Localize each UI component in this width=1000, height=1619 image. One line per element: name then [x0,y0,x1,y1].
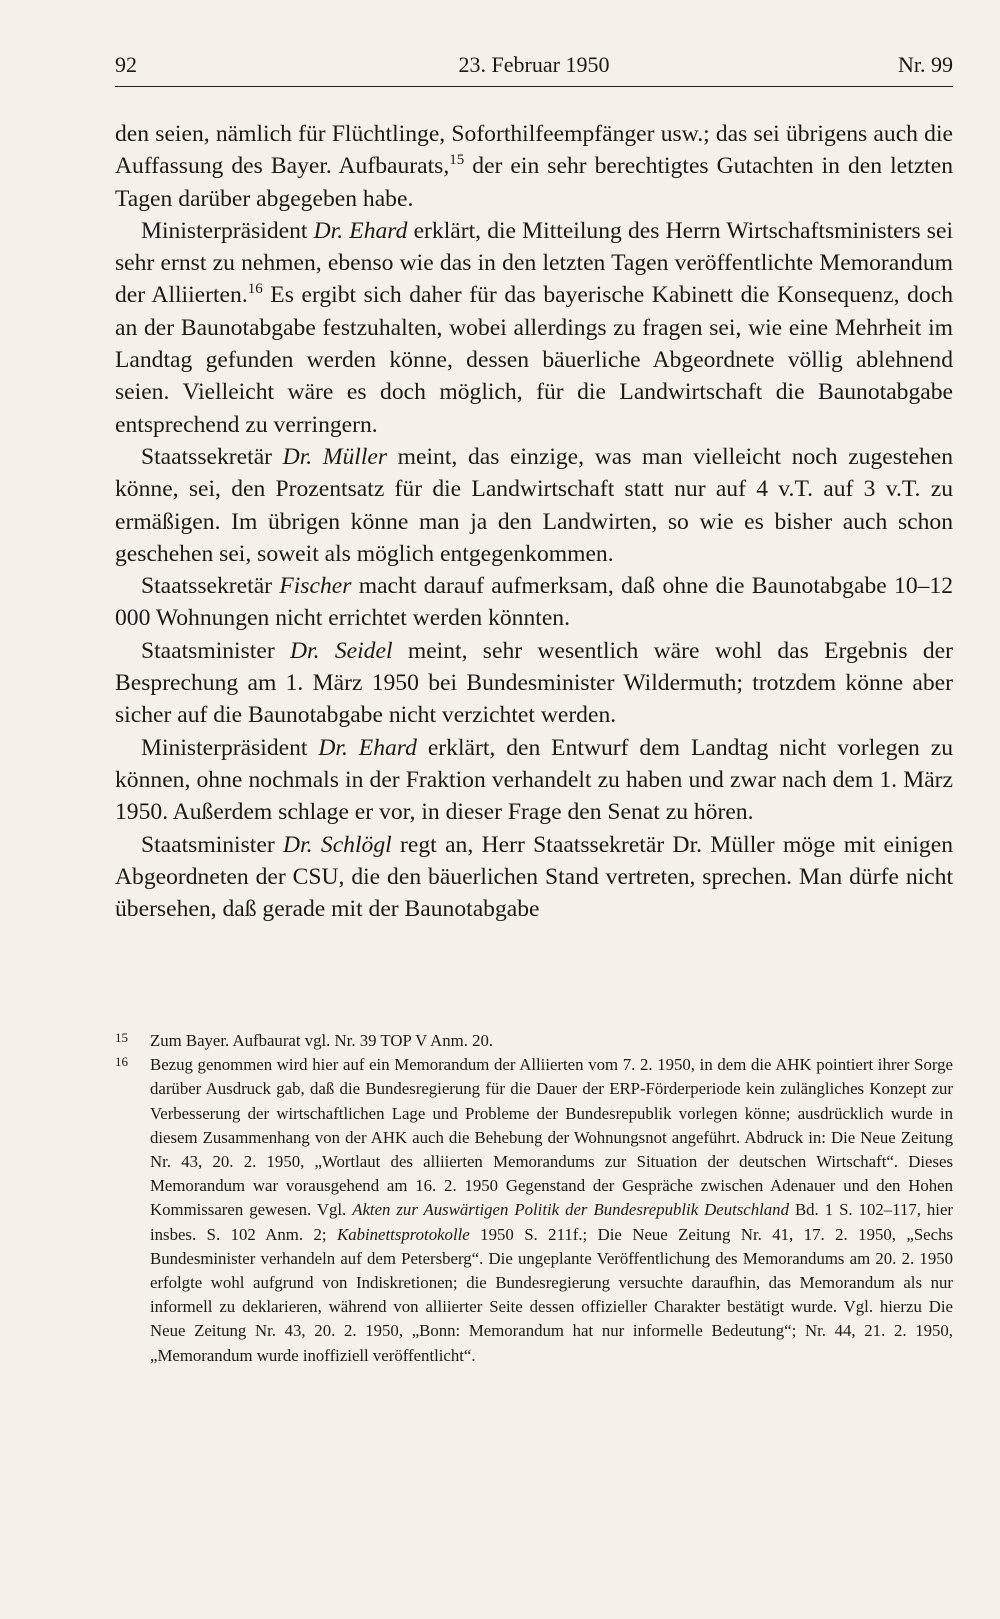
header-date: 23. Februar 1950 [458,52,610,77]
paragraph-ehard-1: Ministerpräsident Dr. Ehard erklärt, die Mitteilung des Herrn Wirtschaftsministers sei sehr ernst zu nehmen, ebenso wie das in den letzten Tagen veröffentlichte Memorandum der Alliierten.$^{16}$ Es ergibt sich daher für das bayerische Kabinett die Konsequenz, doch an der Baunotabgabe festzuhalten, wobei allerdings zu fragen sei, wie eine Mehrheit im Landtag gefunden werden könne, dessen bäuerliche Abgeordnete völlig ablehnend seien. Vielleicht wäre es doch möglich, für die Landwirtschaft die Baunotabgabe entsprechend zu verringern. [115,217,954,438]
citation-title: Kabinettsprotokolle [337,1224,470,1244]
footnotes [115,1029,953,1368]
speaker-name: Müller [312,443,388,470]
paragraph-continuation: den seien, nämlich für Flüchtlinge, Soforthilfeempfänger usw.; das sei übrigens auch die Auffassung des Bayer. Aufbaurats,$^{15}$ der ein sehr berechtigtes Gutachten in den letzten Tagen darüber abgegeben habe. [115,121,953,212]
speaker-name: Schlögl [312,831,392,858]
footnote-number: 15 [115,1030,128,1045]
footnote-16: 16 Bezug genommen wird hier auf ein Memorandum der Alliierten vom 7. 2. 1950, in dem die AHK pointiert ihrer Sorge darüber Ausdruck gab, daß die Bundesregierung für die Dauer der ERP-Förderperiode kein zulängliches Konzept zur Verbesserung der wirtschaftlichen Lage und Probleme der Bundesrepublik vorlegen könne; ausdrücklich wurde in diesem Zusammenhang von der AHK auch die Behebung der Wohnungsnot angeführt. Abdruck in: Die Neue Zeitung Nr. 43, 20. 2. 1950, „Wortlaut des alliierten Memorandums zur Situation der deutschen Wirtschaft“. Dieses Memorandum war vorausgehend am 16. 2. 1950 Gegenstand der Gespräche zwischen Adenauer und den Hohen Kommissaren gewesen. Vgl. Akten zur Auswärtigen Politik der Bundesrepublik Deutschland Bd. 1 S. 102–117, hier insbes. S. 102 Anm. 2; Kabinettsprotokolle 1950 S. 211f.; Die Neue Zeitung Nr. 41, 17. 2. 1950, „Sechs Bundesminister verhandeln auf dem Petersberg“. Die ungeplante Veröffentlichung des Memorandums am 20. 2. 1950 erfolgte wohl aufgrund von Indiskretionen; die Bundesregierung versuchte daraufhin, das Memorandum als nur informell zu deklarieren, während von alliierter Seite dessen offizieller Charakter bestätigt wurde. Vgl. hierzu Die Neue Zeitung Nr. 43, 20. 2. 1950, „Bonn: Memorandum hat nur informelle Bedeutung“; Nr. 44, 21. 2. 1950, „Memorandum wurde inoffiziell veröffentlicht“. [115,1054,953,1365]
footnote-number: 16 [115,1054,128,1070]
speaker-name: Fischer [279,573,352,600]
citation-title: Akten zur Auswärtigen Politik der Bundesrepublik Deutschland [352,1200,789,1220]
main-text [115,118,953,925]
speaker-name: Ehard [343,217,408,244]
footnote-ref-15[interactable]: 15 [449,152,465,169]
paragraph-fischer: Staatssekretär Fischer macht darauf aufmerksam, daß ohne die Baunotabgabe 10–12 000 Wohnungen nicht errichtet werden könnten. [115,573,954,632]
paragraph-mueller: Staatssekretär Dr. Müller meint, das einzige, was man vielleicht noch zugestehen könne, sei, den Prozentsatz für die Landwirtschaft statt nur auf 4 v.T. auf 3 v.T. zu ermäßigen. Im übrigen könne man ja den Landwirten, so wie es bisher auch schon geschehen sei, soweit als möglich entgegenkommen. [115,443,954,567]
page-number: 92 [115,52,137,77]
paragraph-seidel: Staatsminister Dr. Seidel meint, sehr wesentlich wäre wohl das Ergebnis der Besprechung am 1. März 1950 bei Bundesminister Wildermuth; trotzdem könne aber sicher auf die Baunotabgabe nicht verzichtet werden. [115,637,953,729]
header-rule [115,86,953,87]
paragraph-ehard-2: Ministerpräsident Dr. Ehard erklärt, den Entwurf dem Landtag nicht vorlegen zu können, ohne nochmals in der Fraktion verhandelt zu haben und zwar nach dem 1. März 1950. Außerdem schlage er vor, in dieser Frage den Senat zu hören. [115,734,953,826]
document-number: Nr. 99 [898,52,953,77]
paragraph-schloegl: Staatsminister Dr. Schlögl regt an, Herr Staatssekretär Dr. Müller möge mit einigen Abgeordneten der CSU, die den bäuerlichen Stand vertreten, sprechen. Man dürfe nicht übersehen, daß gerade mit der Baunotabgabe [115,831,953,923]
speaker-name: Seidel [319,637,393,664]
footnote-15: 15 Zum Bayer. Aufbaurat vgl. Nr. 39 TOP V Anm. 20. [115,1030,494,1050]
footnote-ref-16[interactable]: 16 [247,281,263,298]
speaker-name: Ehard [347,734,417,761]
